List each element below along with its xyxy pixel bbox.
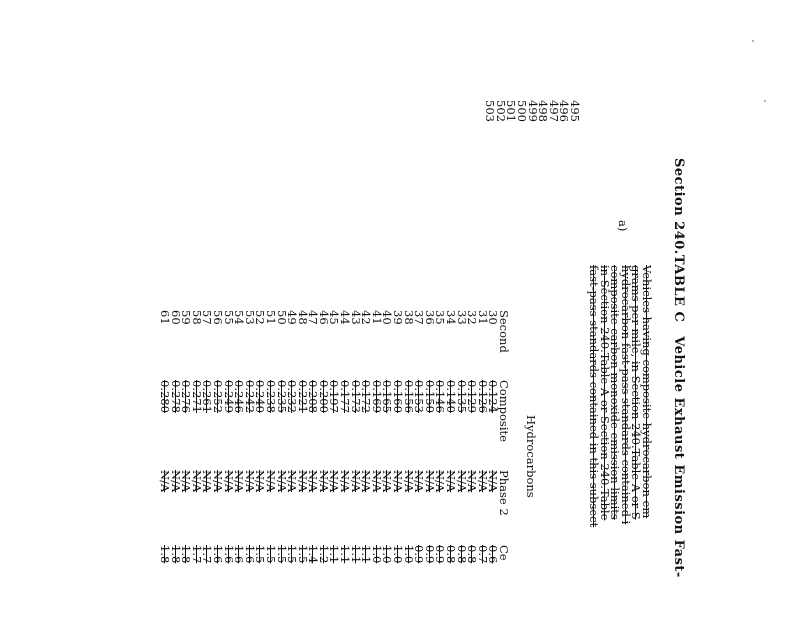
line-number: 497 bbox=[546, 100, 561, 122]
table-cell: 0.9 bbox=[433, 545, 448, 564]
table-row bbox=[329, 310, 340, 585]
table-cell: 0.124 bbox=[486, 380, 501, 413]
table-cell: 53 bbox=[242, 310, 257, 325]
table-cell: 1.5 bbox=[285, 545, 300, 564]
table-cell: N/A bbox=[263, 470, 278, 493]
table-cell: 57 bbox=[200, 310, 215, 325]
table-cell: N/A bbox=[200, 470, 215, 493]
table-cell: 56 bbox=[210, 310, 225, 325]
line-number: 503 bbox=[483, 100, 498, 122]
table-cell: N/A bbox=[422, 470, 437, 493]
line-numbers bbox=[485, 100, 580, 140]
table-cell: N/A bbox=[242, 470, 257, 493]
table-row bbox=[159, 310, 170, 585]
table-cell: N/A bbox=[327, 470, 342, 493]
paragraph-line: hydrocarbon fast-pass standards contained i bbox=[618, 265, 633, 525]
table-cell: 1.6 bbox=[210, 545, 225, 564]
table-cell: 0.242 bbox=[242, 380, 257, 413]
table-cell: 43 bbox=[348, 310, 363, 325]
table-cell: 60 bbox=[168, 310, 183, 325]
table-cell: N/A bbox=[285, 470, 300, 493]
table-cell: 39 bbox=[391, 310, 406, 325]
table-cell: N/A bbox=[232, 470, 247, 493]
table-cell: 1.0 bbox=[380, 545, 395, 564]
table-cell: 0.276 bbox=[179, 380, 194, 413]
table-cell: 58 bbox=[189, 310, 204, 325]
table-cell: N/A bbox=[179, 470, 194, 493]
section-number: Section 240.TABLE C bbox=[671, 158, 686, 323]
table-row bbox=[181, 310, 192, 585]
table-cell: N/A bbox=[369, 470, 384, 493]
table-cell: 1.5 bbox=[295, 545, 310, 564]
column-header: Phase 2 bbox=[497, 470, 511, 516]
table-cell: 0.140 bbox=[444, 380, 459, 413]
table-cell: N/A bbox=[295, 470, 310, 493]
table-cell: 0.9 bbox=[412, 545, 427, 564]
table-cell: N/A bbox=[380, 470, 395, 493]
table-row bbox=[340, 310, 351, 585]
table-cell: 0.261 bbox=[200, 380, 215, 413]
table-row bbox=[467, 310, 478, 585]
line-number: 499 bbox=[525, 100, 540, 122]
table-row bbox=[414, 310, 425, 585]
table-cell: 1.5 bbox=[274, 545, 289, 564]
table-row bbox=[234, 310, 245, 585]
table-cell: 40 bbox=[380, 310, 395, 325]
subsection-label: a) bbox=[616, 220, 630, 232]
table-cell: 1.1 bbox=[327, 545, 342, 564]
table-cell: 0.129 bbox=[465, 380, 480, 413]
table-cell: 0.208 bbox=[306, 380, 321, 413]
table-cell: 34 bbox=[444, 310, 459, 325]
scan-speck bbox=[752, 40, 754, 42]
table-cell: 0.146 bbox=[433, 380, 448, 413]
table-row bbox=[255, 310, 266, 585]
table-cell: 0.271 bbox=[189, 380, 204, 413]
table-cell: N/A bbox=[348, 470, 363, 493]
line-number: 501 bbox=[504, 100, 519, 122]
table-row bbox=[361, 310, 372, 585]
table-cell: 1.2 bbox=[316, 545, 331, 564]
table-cell: N/A bbox=[210, 470, 225, 493]
table-cell: 0.280 bbox=[158, 380, 172, 413]
column-header: Second bbox=[497, 310, 511, 353]
table-cell: 0.240 bbox=[253, 380, 268, 413]
table-cell: 0.7 bbox=[475, 545, 490, 564]
table-row bbox=[488, 310, 499, 585]
table-cell: N/A bbox=[338, 470, 353, 493]
table-cell: 33 bbox=[454, 310, 469, 325]
table-cell: N/A bbox=[189, 470, 204, 493]
table-title: Hydrocarbons bbox=[524, 415, 538, 498]
table-row bbox=[297, 310, 308, 585]
table-cell: 1.5 bbox=[263, 545, 278, 564]
paragraph-line: composite carbon monoxide emission limits bbox=[608, 265, 623, 520]
table-row bbox=[477, 310, 488, 585]
table-cell: 0.252 bbox=[210, 380, 225, 413]
table-cell: 37 bbox=[412, 310, 427, 325]
table-cell: N/A bbox=[475, 470, 490, 493]
table-cell: 1.6 bbox=[221, 545, 236, 564]
column-header: Ce bbox=[497, 545, 511, 561]
table-row bbox=[371, 310, 382, 585]
table-cell: N/A bbox=[316, 470, 331, 493]
table-cell: 1.7 bbox=[200, 545, 215, 564]
section-header bbox=[671, 158, 686, 578]
table-cell: 1.1 bbox=[359, 545, 374, 564]
table-cell: 0.172 bbox=[359, 380, 374, 413]
table-cell: 1.1 bbox=[338, 545, 353, 564]
emission-table bbox=[159, 310, 509, 585]
table-cell: 0.246 bbox=[232, 380, 247, 413]
table-cell: 48 bbox=[295, 310, 310, 325]
table-cell: 0.150 bbox=[422, 380, 437, 413]
table-cell: 0.177 bbox=[338, 380, 353, 413]
table-cell: N/A bbox=[221, 470, 236, 493]
table-cell: 1.1 bbox=[348, 545, 363, 564]
paragraph-line: grams per mile, in Section 240.Table A or S bbox=[629, 265, 644, 520]
table-cell: N/A bbox=[274, 470, 289, 493]
table-cell: 38 bbox=[401, 310, 416, 325]
table-row bbox=[191, 310, 202, 585]
table-cell: 0.232 bbox=[285, 380, 300, 413]
table-cell: N/A bbox=[158, 470, 172, 493]
table-row bbox=[308, 310, 319, 585]
table-row bbox=[202, 310, 213, 585]
table-cell: 0.165 bbox=[380, 380, 395, 413]
table-cell: 1.0 bbox=[369, 545, 384, 564]
table-cell: 41 bbox=[369, 310, 384, 325]
table-cell: 1.6 bbox=[242, 545, 257, 564]
table-row bbox=[391, 310, 406, 585]
table-cell: 0.9 bbox=[422, 545, 437, 564]
scan-speck bbox=[764, 100, 766, 102]
table-cell: 61 bbox=[158, 310, 172, 325]
table-cell: 0.8 bbox=[444, 545, 459, 564]
rotated-document bbox=[0, 100, 690, 618]
table-cell: 31 bbox=[475, 310, 490, 325]
table-row bbox=[444, 310, 459, 585]
table-cell: 0.169 bbox=[369, 380, 384, 413]
table-row bbox=[265, 310, 276, 585]
table-cell: 0.126 bbox=[475, 380, 490, 413]
table-cell: 1.0 bbox=[391, 545, 406, 564]
table-cell: N/A bbox=[444, 470, 459, 493]
section-title: Vehicle Exhaust Emission Fast- bbox=[671, 336, 686, 578]
column-header: Composite bbox=[497, 380, 511, 442]
table-cell: N/A bbox=[465, 470, 480, 493]
table-cell: 0.200 bbox=[316, 380, 331, 413]
table-row bbox=[424, 310, 435, 585]
table-cell: N/A bbox=[486, 470, 501, 493]
table-row bbox=[435, 310, 446, 585]
table-cell: N/A bbox=[306, 470, 321, 493]
table-cell: 1.4 bbox=[306, 545, 321, 564]
table-cell: 55 bbox=[221, 310, 236, 325]
paragraph-line: Vehicles having composite hydrocarbon em bbox=[640, 265, 654, 519]
table-row bbox=[212, 310, 223, 585]
table-cell: N/A bbox=[412, 470, 427, 493]
table-row bbox=[403, 310, 414, 585]
table-cell: 0.235 bbox=[274, 380, 289, 413]
table-cell: N/A bbox=[391, 470, 406, 493]
table-cell: 0.173 bbox=[348, 380, 363, 413]
table-cell: 1.0 bbox=[401, 545, 416, 564]
table-cell: N/A bbox=[433, 470, 448, 493]
table-cell: 0.278 bbox=[168, 380, 183, 413]
struck-paragraph bbox=[588, 265, 652, 527]
table-cell: N/A bbox=[454, 470, 469, 493]
table-cell: 47 bbox=[306, 310, 321, 325]
paragraph-line: in Section 240.Table A or Section 240.Table bbox=[597, 265, 612, 521]
table-cell: N/A bbox=[253, 470, 268, 493]
table-cell: 0.249 bbox=[221, 380, 236, 413]
table-row bbox=[223, 310, 234, 585]
table-cell: 52 bbox=[253, 310, 268, 325]
line-number: 495 bbox=[568, 100, 582, 122]
table-cell: 51 bbox=[263, 310, 278, 325]
table-cell: 50 bbox=[274, 310, 289, 325]
table-cell: 49 bbox=[285, 310, 300, 325]
table-cell: 35 bbox=[433, 310, 448, 325]
table-cell: 44 bbox=[338, 310, 353, 325]
table-cell: N/A bbox=[359, 470, 374, 493]
table-row bbox=[318, 310, 329, 585]
table-row bbox=[382, 310, 393, 585]
table-cell: 0.8 bbox=[465, 545, 480, 564]
table-cell: N/A bbox=[401, 470, 416, 493]
line-number: 500 bbox=[515, 100, 530, 122]
table-cell: N/A bbox=[168, 470, 183, 493]
table-row bbox=[456, 310, 467, 585]
table-row bbox=[287, 310, 298, 585]
table-cell: 59 bbox=[179, 310, 194, 325]
table-cell: 1.8 bbox=[168, 545, 183, 564]
line-number: 496 bbox=[557, 100, 572, 122]
table-cell: 0.160 bbox=[391, 380, 406, 413]
table-cell: 42 bbox=[359, 310, 374, 325]
table-cell: 0.6 bbox=[486, 545, 501, 564]
table-row bbox=[276, 310, 287, 585]
table-cell: 1.5 bbox=[253, 545, 268, 564]
table-cell: 0.153 bbox=[412, 380, 427, 413]
table-row bbox=[244, 310, 255, 585]
table-row bbox=[170, 310, 181, 585]
table-cell: 0.221 bbox=[295, 380, 310, 413]
line-number: 502 bbox=[493, 100, 508, 122]
table-cell: 1.8 bbox=[179, 545, 194, 564]
table-cell: 45 bbox=[327, 310, 342, 325]
table-cell: 0.238 bbox=[263, 380, 278, 413]
line-number: 498 bbox=[536, 100, 551, 122]
table-cell: 1.8 bbox=[158, 545, 172, 564]
table-cell: 0.197 bbox=[327, 380, 342, 413]
paragraph-line: fast-pass standards contained in this subsect bbox=[587, 265, 602, 528]
table-cell: 54 bbox=[232, 310, 247, 325]
table-cell: 0.156 bbox=[401, 380, 416, 413]
table-cell: 30 bbox=[486, 310, 501, 325]
table-cell: 36 bbox=[422, 310, 437, 325]
table-header-row bbox=[498, 310, 509, 585]
table-cell: 46 bbox=[316, 310, 331, 325]
table-cell: 0.135 bbox=[454, 380, 469, 413]
table-cell: 1.6 bbox=[232, 545, 247, 564]
table-cell: 0.8 bbox=[454, 545, 469, 564]
table-cell: 1.7 bbox=[189, 545, 204, 564]
table-cell: 32 bbox=[465, 310, 480, 325]
table-row bbox=[350, 310, 361, 585]
